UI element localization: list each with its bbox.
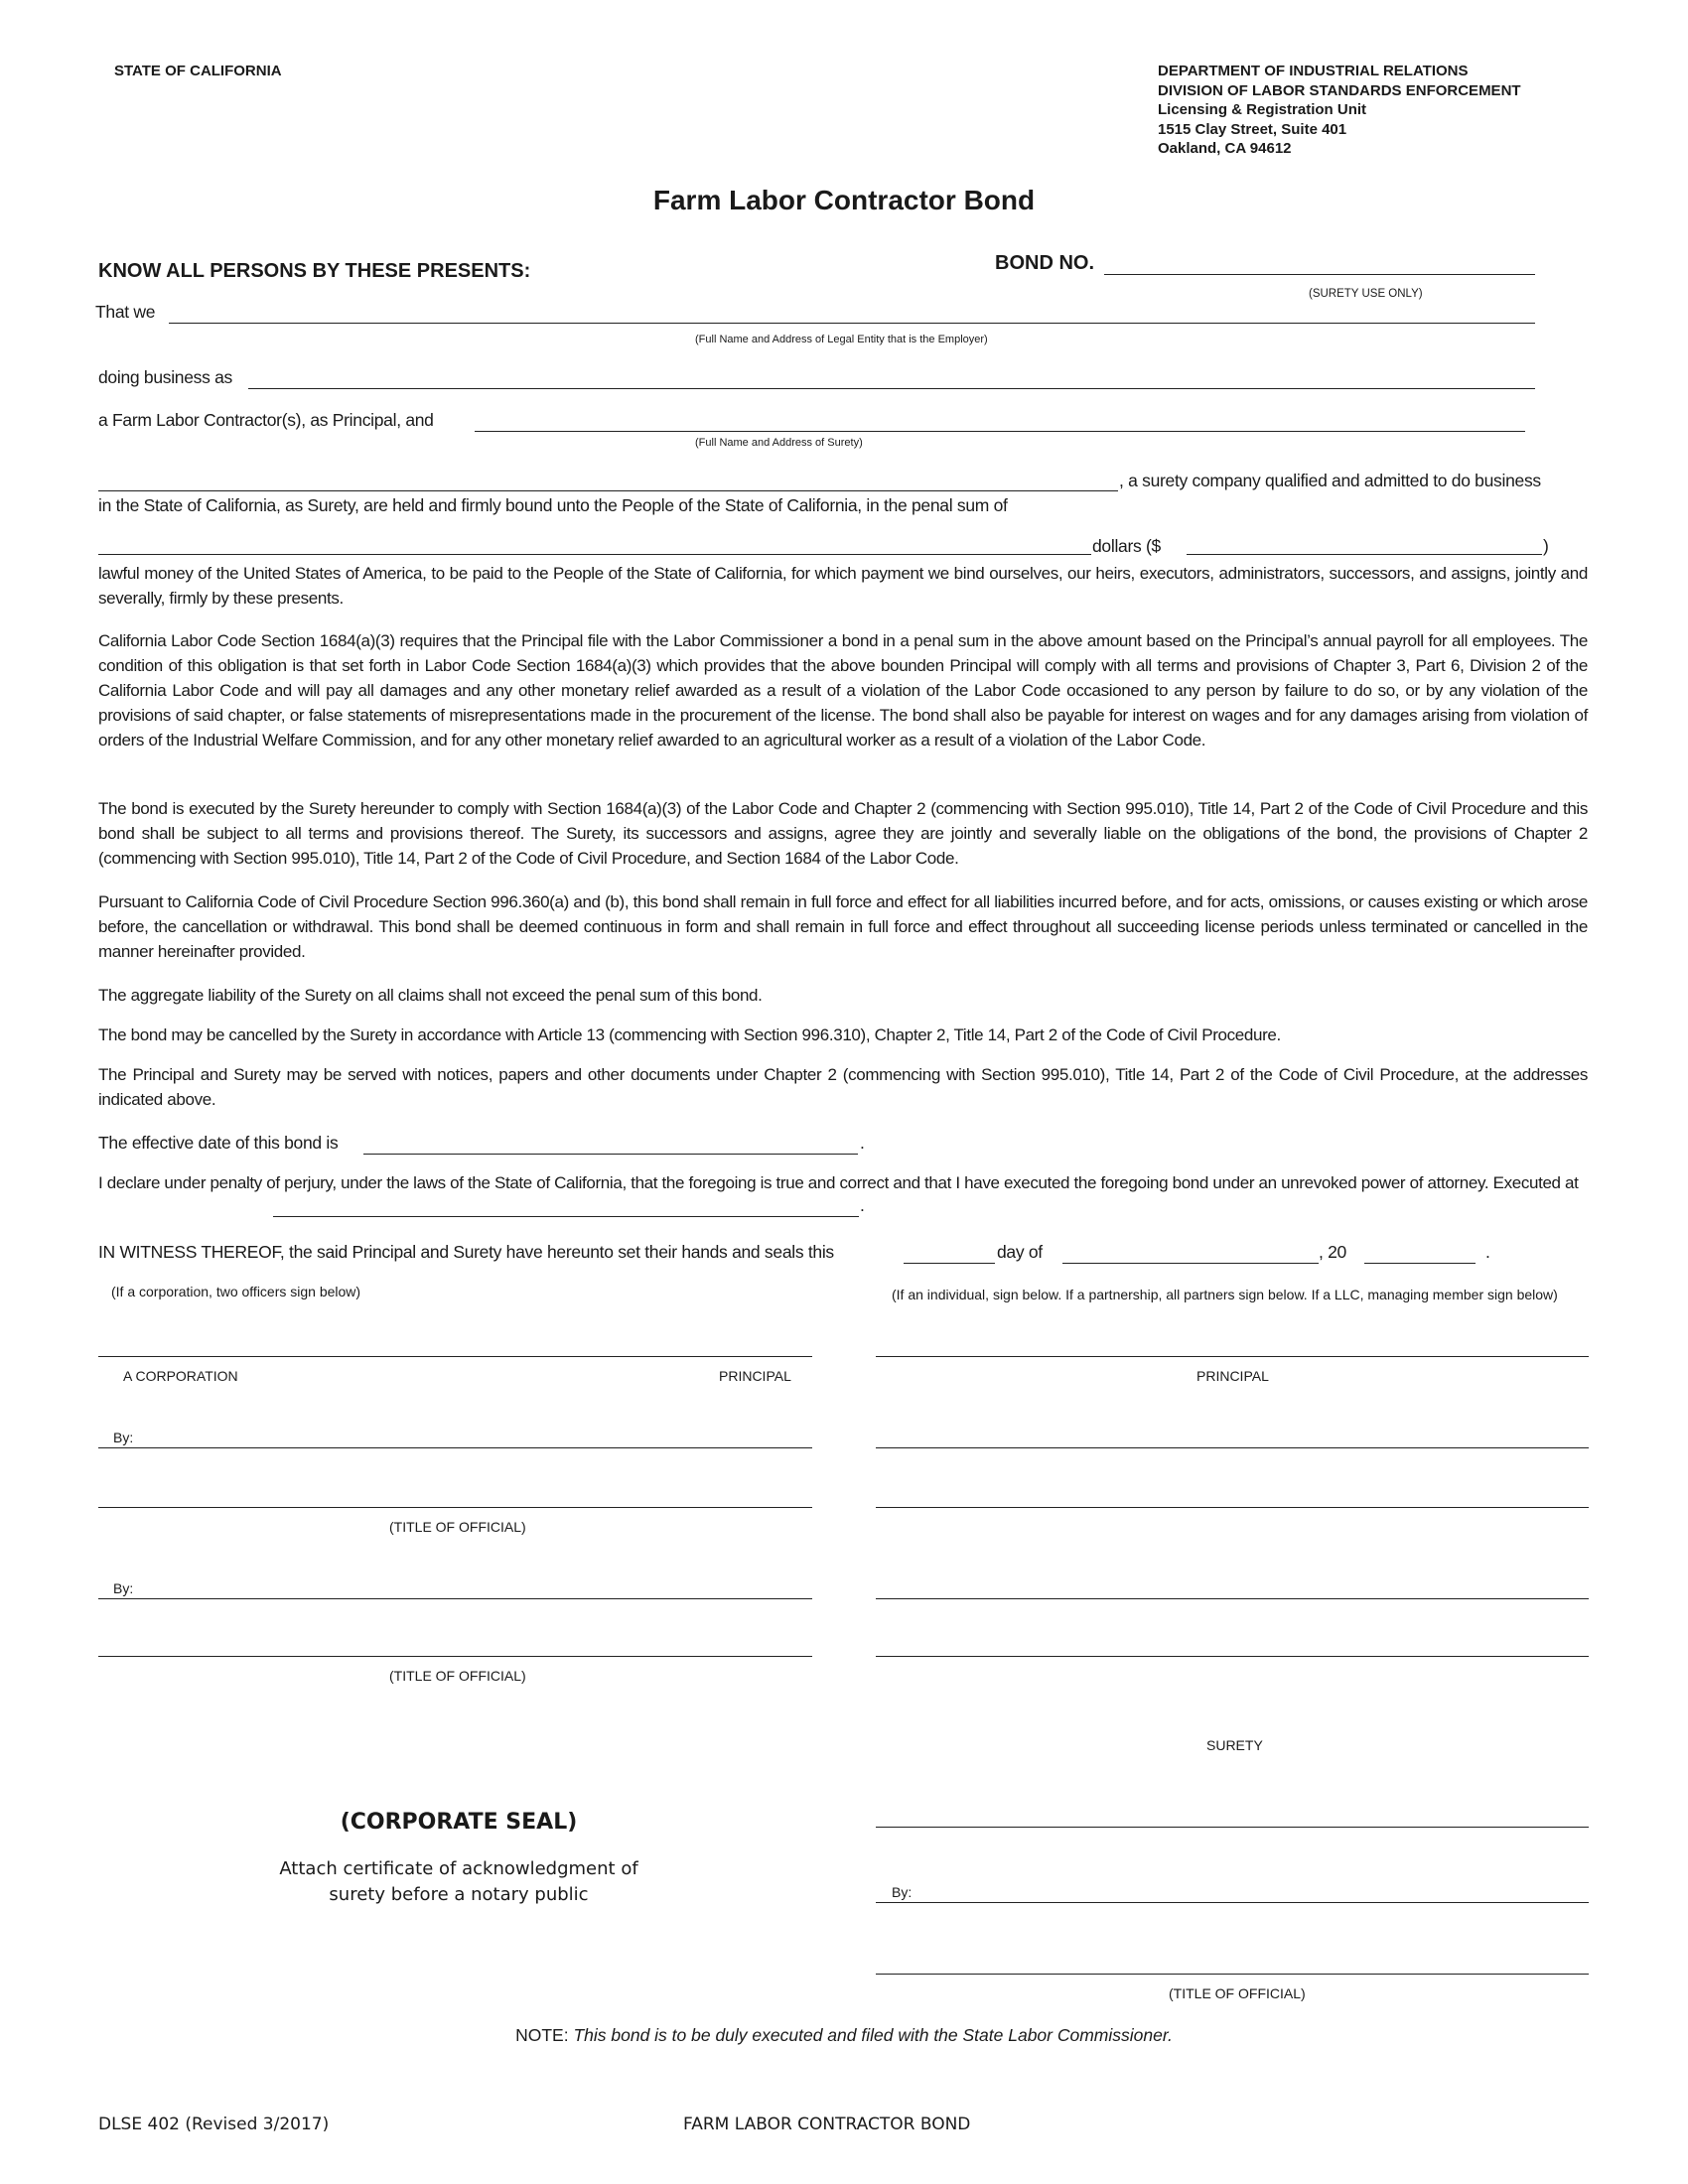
by-label: By: [113,1580,134,1596]
corporation-note: (If a corporation, two officers sign below) [111,1284,361,1299]
dept-line: Oakland, CA 94612 [1158,140,1292,157]
individual-signature-line[interactable] [876,1447,1589,1448]
surety-address-field[interactable] [98,490,1118,491]
effective-date-period: . [860,1133,865,1153]
bond-no-label: BOND NO. [995,252,1094,274]
effective-date-label: The effective date of this bond is [98,1133,339,1153]
dept-line: 1515 Clay Street, Suite 401 [1158,120,1347,138]
officer-2-title-line[interactable] [98,1656,812,1657]
surety-company-text: , a surety company qualified and admitted to do business [1119,471,1541,490]
dba-field[interactable] [248,388,1535,389]
seal-instruction-line-1: Attach certificate of acknowledgment of [279,1858,638,1879]
principal-label: a Farm Labor Contractor(s), as Principal, and [98,410,434,430]
dba-label: doing business as [98,367,232,387]
service-paragraph: The Principal and Surety may be served with notices, papers and other documents under Chapter 2 (commencing with Section 995.010), Title 14, Part 2 of the Code of Civil Procedure, at the addresses indicated above. [98,1065,1588,1109]
surety-title-line[interactable] [876,1974,1589,1975]
surety-signature-line[interactable] [876,1902,1589,1903]
know-all-heading: KNOW ALL PERSONS BY THESE PRESENTS: [98,260,531,282]
form-name-footer: FARM LABOR CONTRACTOR BOND [683,2115,971,2134]
dollars-label: dollars ($ [1092,536,1161,556]
a-corporation-label: A CORPORATION [123,1368,238,1384]
title-of-official-label: (TITLE OF OFFICIAL) [389,1668,526,1684]
employer-caption: (Full Name and Address of Legal Entity that is the Employer) [695,334,988,345]
witness-day-of: day of [997,1242,1043,1262]
officer-1-signature-line[interactable] [98,1447,812,1448]
labor-code-paragraph: California Labor Code Section 1684(a)(3) requires that the Principal file with the Labor Commissioner a bond in a penal sum in the above amount based on the Principal’s annual payroll for all employees. The condition of this obligation is that set forth in Labor Code Section 1684(a)(3) which provides that the above bounden Principal will comply with all terms and provisions of Chapter 3, Part 6, Division 2 of the California Labor Code and will pay all damages and any other monetary relief awarded as a result of a violation of the Labor Code occasioned to any person by failure to do so, or by any violation of the provisions of said chapter, or false statements of misrepresentations made in the procurement of the license. The bond shall also be payable for interest on wages and for any damages arising from violation of orders of the Industrial Welfare Commission, and for any other monetary relief awarded to an agricultural worker as a result of a violation of the Labor Code. [98,631,1588,750]
surety-use-caption: (SURETY USE ONLY) [1309,288,1423,300]
individual-signature-line[interactable] [876,1656,1589,1657]
surety-by-label: By: [892,1884,913,1900]
form-title: Farm Labor Contractor Bond [652,185,1036,215]
filing-note [0,2025,1688,2046]
surety-label: SURETY [1206,1737,1263,1753]
corporate-seal-title: (CORPORATE SEAL) [340,1810,578,1835]
seal-instruction-line-2: surety before a notary public [329,1884,589,1905]
continuous-paragraph: Pursuant to California Code of Civil Procedure Section 996.360(a) and (b), this bond shall remain in full force and effect for all liabilities incurred before, and for acts, omissions, or causes existing or which arose before, the cancellation or withdrawal. This bond shall be deemed continuous in form and shall remain in full force and effect throughout all succeeding license periods unless terminated or cancelled in the manner hereinafter provided. [98,892,1588,961]
held-bound-text: in the State of California, as Surety, are held and firmly bound unto the People of the State of California, in the penal sum of [98,495,1008,515]
officer-1-title-line[interactable] [98,1507,812,1508]
dept-line: Licensing & Registration Unit [1158,101,1367,118]
effective-date-field[interactable] [363,1154,858,1155]
witness-end: . [1485,1242,1490,1262]
department-block [1158,62,1521,159]
surety-name-field[interactable] [475,431,1525,432]
individual-signature-line[interactable] [876,1507,1589,1508]
witness-text: IN WITNESS THEREOF, the said Principal and Surety have hereunto set their hands and seals this [98,1242,834,1262]
note-text: This bond is to be duly executed and filed with the State Labor Commissioner. [573,2025,1173,2045]
surety-name-line[interactable] [876,1827,1589,1828]
dept-line: DEPARTMENT OF INDUSTRIAL RELATIONS [1158,63,1469,79]
penal-sum-amount-field[interactable] [1187,554,1542,555]
form-id: DLSE 402 (Revised 3/2017) [98,2115,330,2134]
individual-principal-line[interactable] [876,1356,1589,1357]
witness-year-field[interactable] [1364,1263,1476,1264]
individual-signature-line[interactable] [876,1598,1589,1599]
that-we-label: That we [95,302,156,322]
title-of-official-label: (TITLE OF OFFICIAL) [389,1519,526,1535]
dollars-close: ) [1543,536,1549,556]
cancellation-paragraph: The bond may be cancelled by the Surety in accordance with Article 13 (commencing with Section 996.310), Chapter 2, Title 14, Part 2 of the Code of Civil Procedure. [98,1025,1281,1044]
individual-note: (If an individual, sign below. If a partnership, all partners sign below. If a LLC, managing member sign below) [892,1287,1558,1302]
aggregate-liability-paragraph: The aggregate liability of the Surety on all claims shall not exceed the penal sum of this bond. [98,986,763,1005]
state-label: STATE OF CALIFORNIA [114,63,282,79]
lawful-money-paragraph: lawful money of the United States of America, to be paid to the People of the State of California, for which payment we bind ourselves, our heirs, executors, administrators, successors, and assigns, jointly and severally, firmly by these presents. [98,564,1588,608]
surety-caption: (Full Name and Address of Surety) [695,437,863,449]
dept-line: DIVISION OF LABOR STANDARDS ENFORCEMENT [1158,81,1521,99]
declaration-paragraph: I declare under penalty of perjury, under the laws of the State of California, that the foregoing is true and correct and that I have executed the foregoing bond under an unrevoked power of attorney. Executed at [98,1173,1579,1192]
principal-label-left: PRINCIPAL [719,1368,791,1384]
witness-month-field[interactable] [1062,1263,1319,1264]
surety-title-of-official-label: (TITLE OF OFFICIAL) [1169,1985,1306,2001]
witness-year-prefix: , 20 [1319,1242,1346,1262]
employer-field[interactable] [169,323,1535,324]
penal-sum-words-field[interactable] [98,554,1091,555]
principal-label-right: PRINCIPAL [1196,1368,1269,1384]
bond-no-field[interactable] [1104,274,1535,275]
execution-paragraph: The bond is executed by the Surety hereunder to comply with Section 1684(a)(3) of the Labor Code and Chapter 2 (commencing with Section 995.010), Title 14, Part 2 of the Code of Civil Procedure and this bond shall be subject to all terms and provisions thereof. The Surety, its successors and assigns, agree they are jointly and severally liable on the obligations of the bond, the provisions of Chapter 2 (commencing with Section 995.010), Title 14, Part 2 of the Code of Civil Procedure, and Section 1684 of the Labor Code. [98,799,1588,868]
executed-at-field[interactable] [273,1216,859,1217]
by-label: By: [113,1430,134,1445]
corporation-name-line[interactable] [98,1356,812,1357]
officer-2-signature-line[interactable] [98,1598,812,1599]
witness-day-field[interactable] [904,1263,995,1264]
executed-at-period: . [860,1195,865,1215]
note-label: NOTE: [515,2025,569,2045]
